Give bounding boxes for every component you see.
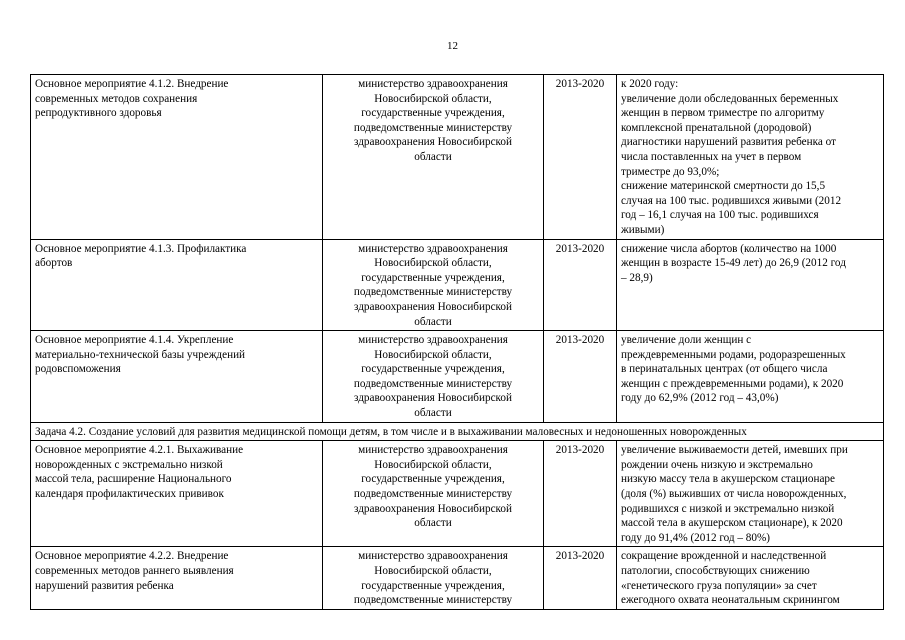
period-cell bbox=[544, 547, 617, 609]
table-row bbox=[31, 331, 884, 423]
result-cell bbox=[617, 441, 884, 547]
task-row bbox=[31, 422, 884, 441]
event-text: Основное мероприятие 4.1.4. Укрепление материально-технической базы учреждений родовспоможения bbox=[35, 334, 246, 376]
executor-cell bbox=[323, 75, 544, 240]
event-cell bbox=[31, 75, 323, 240]
period-text: 2013-2020 bbox=[555, 78, 605, 90]
table-row bbox=[31, 75, 884, 240]
executor-text: министерство здравоохранения Новосибирской области, государственные учреждения, подведомственные министерству bbox=[353, 550, 513, 607]
executor-text: министерство здравоохранения Новосибирской области, государственные учреждения, подведомственные министерству здравоохранения Новосибирской области bbox=[353, 242, 513, 328]
period-text: 2013-2020 bbox=[555, 444, 605, 457]
event-cell bbox=[31, 239, 323, 331]
period-text: 2013-2020 bbox=[555, 242, 605, 255]
period-cell bbox=[544, 331, 617, 423]
result-cell bbox=[617, 547, 884, 609]
result-text: к 2020 году: увеличение доли обследованных беременных женщин в первом триместре по алгоритму комплексной пренатальной (дородовой) диагностики нарушений развития ребенка от числа поставленных на учет в первом триместре до 93,0%; снижение материнской смертности до 15,5 случая на 100 тыс. родившихся живыми (2012 год – 16,1 случая на 100 тыс. родившихся живыми) bbox=[621, 78, 842, 236]
event-text: Основное мероприятие 4.1.3. Профилактика абортов bbox=[35, 242, 247, 270]
task-heading: Задача 4.2. Создание условий для развития медицинской помощи детям, в том числе и в выхаживании маловесных и недоношенных новорожденных bbox=[31, 422, 884, 441]
executor-text: министерство здравоохранения Новосибирской области, государственные учреждения, подведомственные министерству здравоохранения Новосибирской области bbox=[353, 78, 513, 163]
executor-text: министерство здравоохранения Новосибирской области, государственные учреждения, подведомственные министерству здравоохранения Новосибирской области bbox=[353, 444, 513, 530]
table-row bbox=[31, 547, 884, 609]
result-text: увеличение выживаемости детей, имевших при рождении очень низкую и экстремально низкую массу тела в акушерском стационаре (доля (%) выживших от числа новорожденных, родившихся с низкой и экстремально низкой массой тела в акушерском стационаре), к 2020 году до 91,4% (2012 год – 80%) bbox=[621, 444, 848, 544]
result-text: сокращение врожденной и наследственной патологии, способствующих снижению «генетического груза популяции» за счет ежегодного охвата неонатальным скринингом bbox=[621, 550, 840, 607]
period-text: 2013-2020 bbox=[555, 334, 605, 347]
executor-text: министерство здравоохранения Новосибирской области, государственные учреждения, подведомственные министерству здравоохранения Новосибирской области bbox=[353, 334, 513, 420]
result-text: увеличение доли женщин с преждевременными родами, родоразрешенных в перинатальных центрах (от общего числа женщин с преждевременными родами), к 2020 году до 62,9% (2012 год – 43,0%) bbox=[621, 334, 846, 405]
event-text: Основное мероприятие 4.1.2. Внедрение современных методов сохранения репродуктивного здоровья bbox=[35, 78, 229, 120]
event-text: Основное мероприятие 4.2.1. Выхаживание новорожденных с экстремально низкой массой тела, расширение Национального календаря профилактических прививок bbox=[35, 444, 244, 501]
page-number: 12 bbox=[447, 40, 458, 52]
event-cell bbox=[31, 441, 323, 547]
executor-cell bbox=[323, 441, 544, 547]
executor-cell bbox=[323, 547, 544, 609]
period-cell bbox=[544, 75, 617, 240]
executor-cell bbox=[323, 331, 544, 423]
period-cell bbox=[544, 441, 617, 547]
activities-table bbox=[30, 74, 884, 610]
table-row bbox=[31, 441, 884, 547]
period-cell bbox=[544, 239, 617, 331]
result-cell bbox=[617, 75, 884, 240]
result-text: снижение числа абортов (количество на 1000 женщин в возрасте 15-49 лет) до 26,9 (2012 год – 28,9) bbox=[621, 242, 846, 284]
event-text: Основное мероприятие 4.2.2. Внедрение современных методов раннего выявления нарушений развития ребенка bbox=[35, 550, 234, 592]
result-cell bbox=[617, 239, 884, 331]
executor-cell bbox=[323, 239, 544, 331]
event-cell bbox=[31, 547, 323, 609]
result-cell bbox=[617, 331, 884, 423]
event-cell bbox=[31, 331, 323, 423]
period-text: 2013-2020 bbox=[555, 550, 605, 563]
table-row bbox=[31, 239, 884, 331]
